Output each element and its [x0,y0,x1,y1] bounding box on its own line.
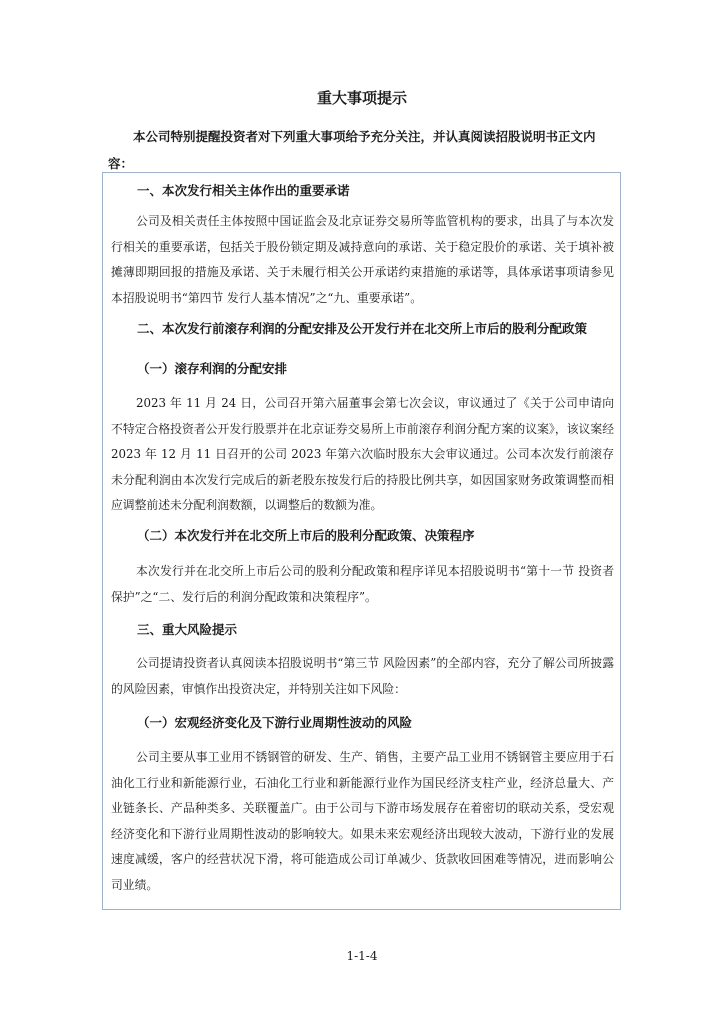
important-matters-box [102,172,621,910]
intro-line-1: 本公司特别提醒投资者对下列重大事项给予充分关注，并认真阅读招股说明书正文内 [133,129,596,144]
section-2-2-paragraph: 本次发行并在北交所上市后公司的股利分配政策和程序详见本招股说明书“第十一节 投资者保护”之“二、发行后的利润分配政策和决策程序”。 [111,564,614,604]
page-title: 重大事项提示 [316,89,407,107]
section-2-1-paragraph: 2023 年 11 月 24 日，公司召开第六届董事会第七次会议，审议通过了《关于公司申请向不特定合格投资者公开发行股票并在北京证券交易所上市前滚存利润分配方案的议案》，该议案经 2023 年 12 月 11 日召开的公司 2023 年第六次临时股东大会审议通过。公司本次发行前滚存未分配利润由本次发行完成后的新老股东按发行后的持股比例共享，如因国家财务政策调整而相应调整前述未分配利润数额，以调整后的数额为准。 [111,396,614,512]
section-2-2-heading: （二）本次发行并在北交所上市后的股利分配政策、决策程序 [137,528,475,543]
section-2-1-heading: （一）滚存利润的分配安排 [137,361,288,376]
section-2-heading: 二、本次发行前滚存利润的分配安排及公开发行并在北交所上市后的股利分配政策 [137,321,588,336]
section-3-paragraph: 公司提请投资者认真阅读本招股说明书“第三节 风险因素”的全部内容，充分了解公司所披露的风险因素，审慎作出投资决定，并特别关注如下风险： [111,656,614,696]
section-3-heading: 三、重大风险提示 [137,622,238,637]
section-1-heading: 一、本次发行相关主体作出的重要承诺 [137,183,350,198]
section-1-paragraph: 公司及相关责任主体按照中国证监会及北京证券交易所等监管机构的要求，出具了与本次发行相关的重要承诺，包括关于股份锁定期及减持意向的承诺、关于稳定股价的承诺、关于填补被摊薄即期回报的措施及承诺、关于未履行相关公开承诺约束措施的承诺等，具体承诺事项请参见本招股说明书“第四节 发行人基本情况”之“九、重要承诺”。 [111,214,614,305]
intro-line-2: 容： [108,156,134,171]
page-number: 1-1-4 [346,949,378,963]
intro-paragraph [108,123,618,177]
section-3-1-paragraph: 公司主要从事工业用不锈钢管的研发、生产、销售，主要产品工业用不锈钢管主要应用于石油化工行业和新能源行业，石油化工行业和新能源行业作为国民经济支柱产业，经济总量大、产业链条长、产品种类多、关联覆盖广。由于公司与下游市场发展存在着密切的联动关系，受宏观经济变化和下游行业周期性波动的影响较大。如果未来宏观经济出现较大波动，下游行业的发展速度减缓，客户的经营状况下滑，将可能造成公司订单减少、货款收回困难等情况，进而影响公司业绩。 [111,750,614,892]
section-3-1-heading: （一）宏观经济变化及下游行业周期性波动的风险 [137,715,413,730]
